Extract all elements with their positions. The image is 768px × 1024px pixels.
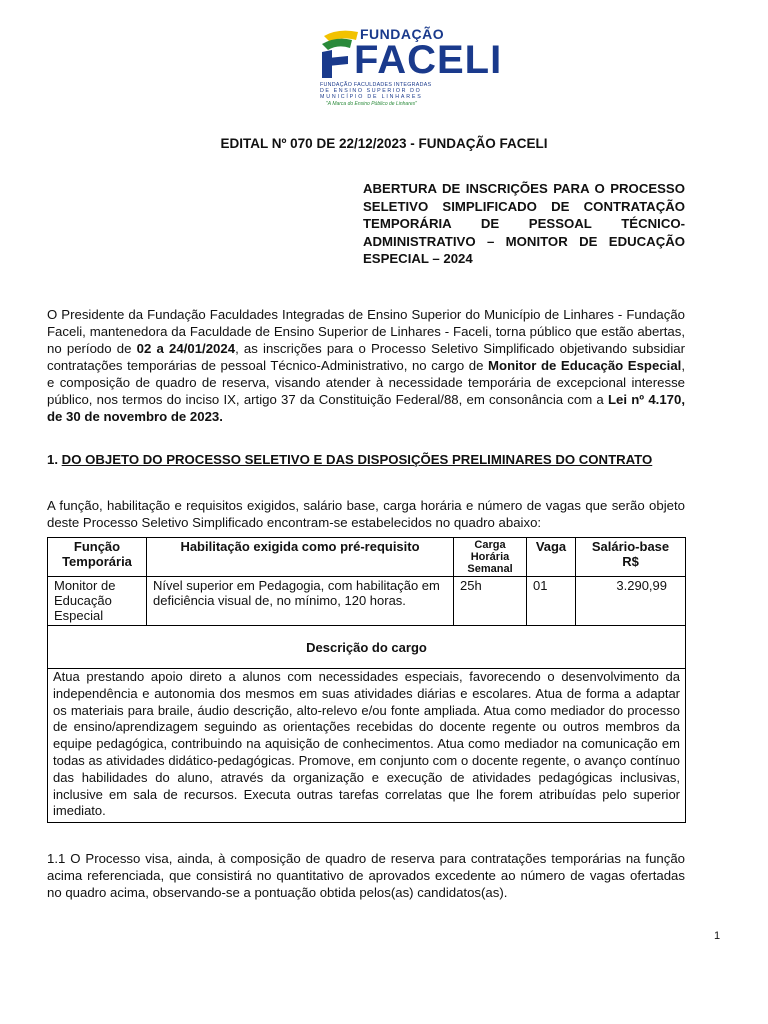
cell-funcao: Monitor de Educação Especial xyxy=(48,577,147,626)
section-1-number: 1. xyxy=(47,452,58,467)
table-row xyxy=(48,577,686,626)
logo-line-3: MUNICÍPIO DE LINHARES xyxy=(320,94,423,100)
header-carga: Carga Horária Semanal xyxy=(454,538,527,577)
paragraph-1-1: 1.1 O Processo visa, ainda, à composição de quadro de reserva para contratações temporárias na função acima referenciada, que consistirá no quantitativo de aprovados excedente ao número de vagas ofertadas no quadro acima, observando-se a pontuação obtida pelos(as) candidatos(as). xyxy=(47,851,685,900)
description-text: Atua prestando apoio direto a alunos com necessidades especiais, favorecendo o desenvolvimento da independência e autonomia dos mesmos em suas atividades diárias e escolares. Atua de forma a adaptar os materiais para braile, áudio descrição, alto-relevo e/ou fonte ampliada. Atua como mediador do processo de ensino/aprendizagem seguindo as orientações recebidas do docente regente ou outros membros da equipe pedagógica, contribuindo na aquisição de conhecimentos. Atua como mediador na comunicação em todas as atividades didático-pedagógicas. Promove, em conjunto com o docente regente, o avanço contínuo das habilidades do aluno, através da organização e execução de atividades pedagógicas inclusivas, inclusive em sala de recursos. Executa outras tarefas correlatas que lhe forem atribuídas pelo superior imediato. xyxy=(48,669,686,823)
page-number: 1 xyxy=(714,930,721,942)
logo-line-2: DE ENSINO SUPERIOR DO xyxy=(320,88,422,94)
intro-period: 02 a 24/01/2024 xyxy=(136,341,236,356)
intro-law: Lei nº 4.170, de 30 de novembro de 2023. xyxy=(47,392,685,424)
positions-table xyxy=(47,537,686,823)
cell-carga: 25h xyxy=(454,577,527,626)
intro-text-3: , e composição de quadro de reserva, visando atender à necessidade temporária de excepcional interesse público, nos termos do inciso IX, artigo 37 da Constituição Federal/88, em consonância com a xyxy=(47,358,685,407)
header-funcao: Função Temporária xyxy=(48,538,147,577)
edital-title: EDITAL Nº 070 DE 22/12/2023 - FUNDAÇÃO FACELI xyxy=(220,136,548,151)
section-1-heading xyxy=(47,452,652,467)
intro-position: Monitor de Educação Especial xyxy=(488,358,682,373)
header-salario: Salário-base R$ xyxy=(576,538,686,577)
cell-habilitacao: Nível superior em Pedagogia, com habilitação em deficiência visual de, no mínimo, 120 horas. xyxy=(147,577,454,626)
intro-text-2: , as inscrições para o Processo Seletivo Simplificado objetivando subsidiar contratações temporárias de pessoal Técnico-Administrativo, no cargo de xyxy=(47,341,685,373)
header-vaga: Vaga xyxy=(527,538,576,577)
logo-tagline: "A Marca do Ensino Público de Linhares" xyxy=(326,101,417,107)
section-1-paragraph: A função, habilitação e requisitos exigidos, salário base, carga horária e número de vagas que serão objeto deste Processo Seletivo Simplificado encontram-se estabelecidos no quadro abaixo: xyxy=(47,498,685,530)
header-habilitacao: Habilitação exigida como pré-requisito xyxy=(147,538,454,577)
description-title: Descrição do cargo xyxy=(48,626,686,669)
faceli-logo xyxy=(318,22,503,114)
cell-vaga: 01 xyxy=(527,577,576,626)
section-1-title: DO OBJETO DO PROCESSO SELETIVO E DAS DISPOSIÇÕES PRELIMINARES DO CONTRATO xyxy=(61,452,653,467)
intro-paragraph xyxy=(47,306,685,425)
edital-subtitle: ABERTURA DE INSCRIÇÕES PARA O PROCESSO SELETIVO SIMPLIFICADO DE CONTRATAÇÃO TEMPORÁRIA DE PESSOAL TÉCNICO-ADMINISTRATIVO – MONITOR DE EDUCAÇÃO ESPECIAL – 2024 xyxy=(363,181,685,266)
logo-line-1: FUNDAÇÃO FACULDADES INTEGRADAS xyxy=(320,82,432,88)
description-body-row xyxy=(48,669,686,823)
intro-text-1: O Presidente da Fundação Faculdades Integradas de Ensino Superior do Município de Linhares - Fundação Faceli, mantenedora da Faculdade de Ensino Superior de Linhares - Faceli, torna público que estão abertas, no período de xyxy=(47,307,685,356)
logo-fundacao-text: FUNDAÇÃO xyxy=(360,26,445,42)
logo-faceli-text: FACELI xyxy=(354,38,503,82)
cell-salario: 3.290,99 xyxy=(576,577,686,626)
table-header-row xyxy=(48,538,686,577)
description-header-row xyxy=(48,626,686,669)
